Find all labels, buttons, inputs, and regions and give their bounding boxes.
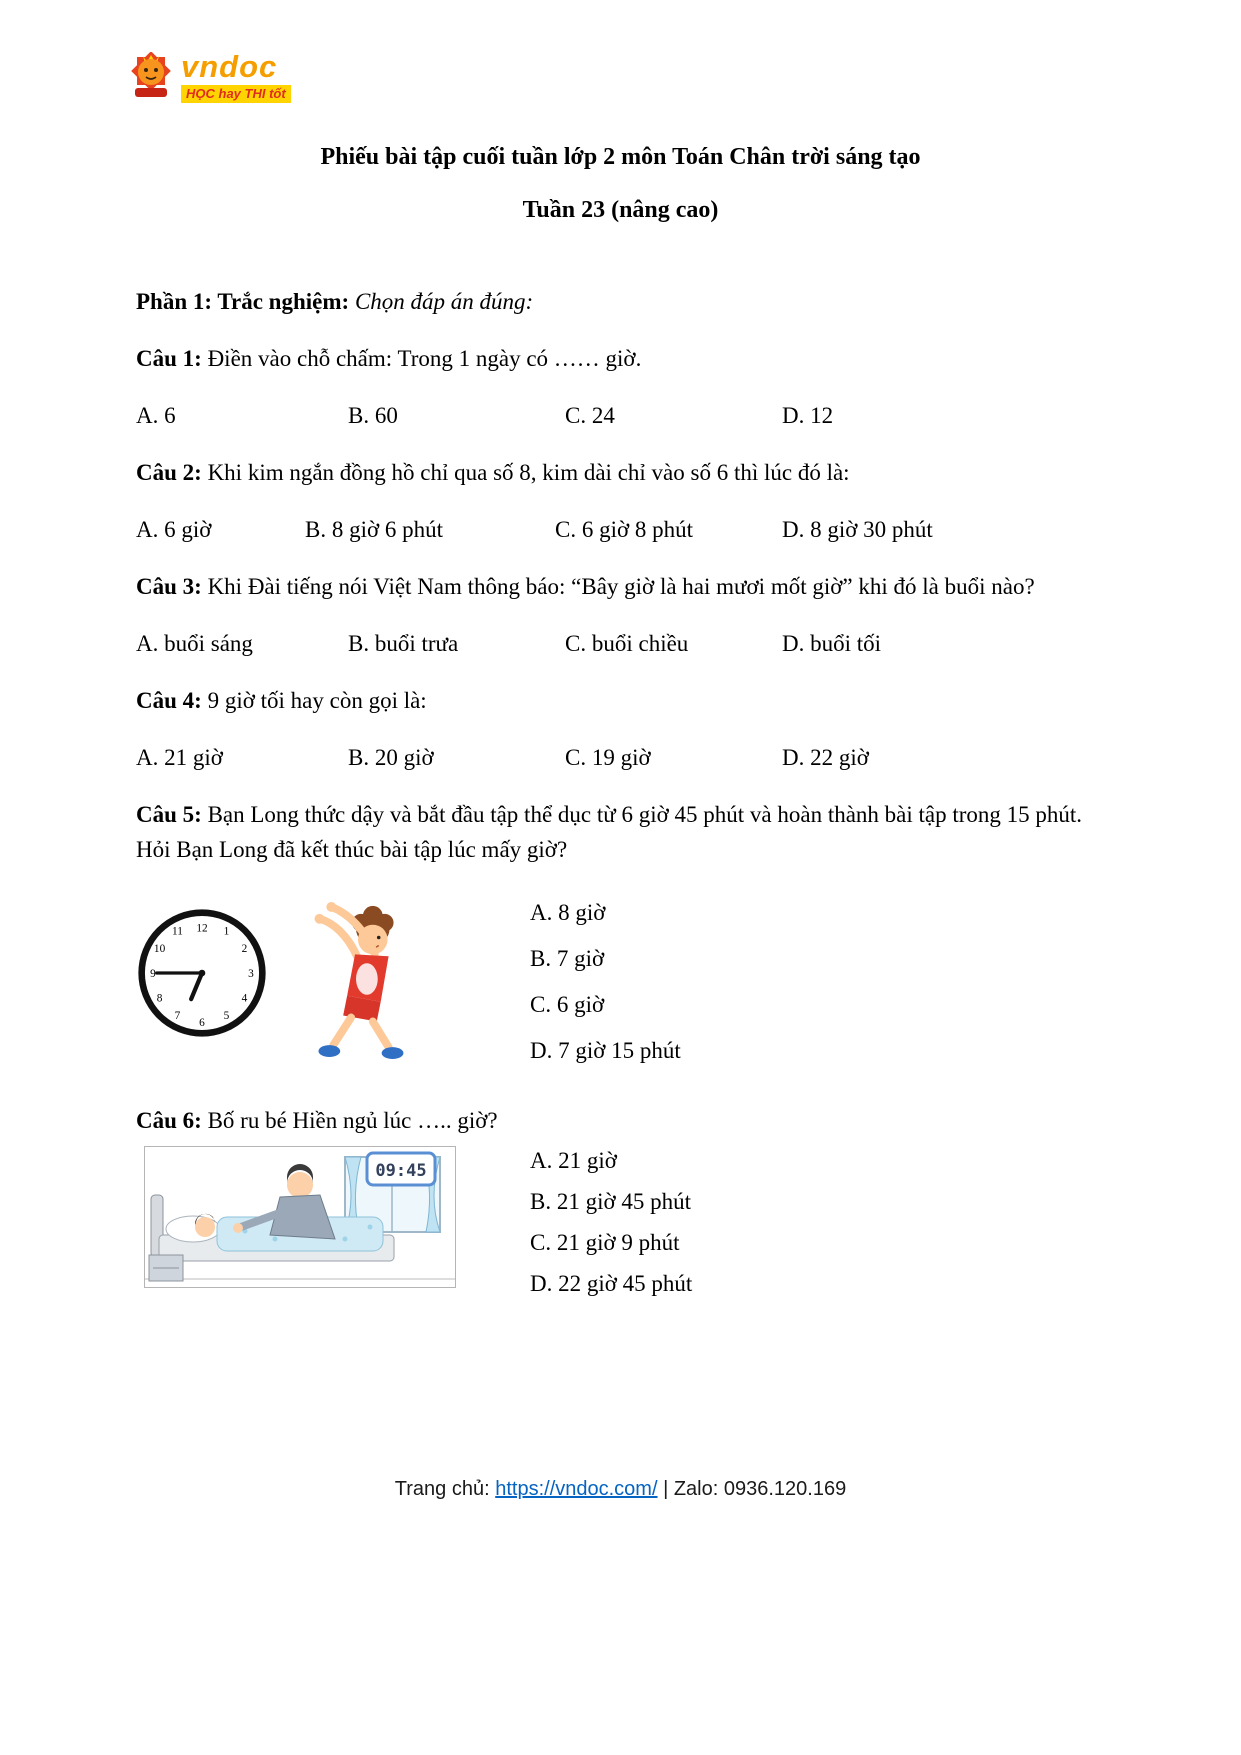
question-3-label: Câu 3: (136, 574, 202, 599)
option-c: C. 19 giờ (565, 745, 651, 770)
question-5-options (530, 895, 681, 1079)
question-1-label: Câu 1: (136, 346, 202, 371)
question-5-figure-row (136, 895, 1109, 1079)
section1-instruction: Chọn đáp án đúng: (354, 289, 534, 314)
svg-text:1: 1 (223, 925, 230, 938)
question-2-options (136, 512, 1109, 547)
question-2-text: Khi kim ngắn đồng hồ chỉ qua số 8, kim dài chỉ vào số 6 thì lúc đó là: (207, 460, 850, 485)
question-3-text: Khi Đài tiếng nói Việt Nam thông báo: “Bây giờ là hai mươi mốt giờ” khi đó là buổi nào? (207, 574, 1035, 599)
svg-text:5: 5 (223, 1010, 230, 1023)
logo-tagline: HỌC hay THI tốt (181, 85, 291, 103)
option-b: B. 21 giờ 45 phút (530, 1189, 692, 1214)
svg-text:7: 7 (174, 1010, 181, 1023)
svg-text:3: 3 (248, 967, 254, 980)
question-3 (136, 569, 1109, 604)
option-d: D. 22 giờ 45 phút (530, 1271, 693, 1296)
svg-text:10: 10 (153, 943, 166, 956)
option-d: D. buổi tối (782, 631, 882, 656)
title-block (0, 0, 1241, 228)
page-title: Phiếu bài tập cuối tuần lớp 2 môn Toán Chân trời sáng tạo (320, 144, 921, 170)
worksheet-content (136, 284, 1109, 1307)
question-6-left (136, 1103, 530, 1288)
option-a: A. 6 (136, 403, 176, 428)
svg-text:6: 6 (199, 1016, 205, 1029)
option-a: A. 8 giờ (530, 900, 606, 925)
option-b: B. buổi trưa (348, 631, 459, 656)
page-footer (0, 1478, 1241, 1501)
vndoc-logo (128, 49, 291, 103)
svg-text:11: 11 (172, 925, 183, 938)
question-6-options (530, 1103, 692, 1307)
question-5-figures (136, 895, 530, 1073)
home-link[interactable]: https://vndoc.com/ (495, 1478, 658, 1500)
logo-brand: vndoc (181, 49, 278, 84)
question-5-label: Câu 5: (136, 802, 202, 827)
question-6-text: Bố ru bé Hiền ngủ lúc ….. giờ? (207, 1108, 498, 1133)
svg-text:2: 2 (241, 943, 248, 956)
question-4 (136, 683, 1109, 718)
section1-heading-line (136, 284, 1109, 319)
footer-suffix: | Zalo: 0936.120.169 (663, 1478, 847, 1500)
logo-text (181, 49, 291, 103)
page-subtitle: Tuần 23 (nâng cao) (522, 197, 719, 223)
option-c: C. 6 giờ 8 phút (555, 517, 694, 542)
option-a: A. 21 giờ (530, 1148, 617, 1173)
question-3-options (136, 626, 1109, 661)
option-a: A. 21 giờ (136, 745, 223, 770)
svg-text:8: 8 (156, 992, 163, 1005)
svg-text:9: 9 (150, 967, 156, 980)
option-c: C. 24 (565, 403, 615, 428)
section1-heading: Phần 1: Trắc nghiệm: (136, 289, 350, 314)
analog-clock-645-illustration (136, 907, 268, 1049)
option-c: C. buổi chiều (565, 631, 689, 656)
question-2-label: Câu 2: (136, 460, 202, 485)
question-1-text: Điền vào chỗ chấm: Trong 1 ngày có …… giờ. (207, 346, 642, 371)
option-c: C. 21 giờ 9 phút (530, 1230, 680, 1255)
question-4-label: Câu 4: (136, 688, 202, 713)
option-b: B. 20 giờ (348, 745, 434, 770)
option-d: D. 22 giờ (782, 745, 869, 770)
svg-text:4: 4 (241, 992, 248, 1005)
question-6-row (136, 1103, 1109, 1307)
option-b: B. 7 giờ (530, 946, 605, 971)
footer-prefix: Trang chủ: (394, 1478, 490, 1500)
bedtime-scene-illustration (144, 1146, 456, 1288)
option-c: C. 6 giờ (530, 992, 605, 1017)
option-b: B. 8 giờ 6 phút (305, 517, 444, 542)
question-5 (136, 797, 1109, 867)
option-d: D. 8 giờ 30 phút (782, 517, 933, 542)
question-4-options (136, 740, 1109, 775)
question-6 (136, 1103, 530, 1138)
digital-clock-display: 09:45 (375, 1161, 427, 1181)
question-4-text: 9 giờ tối hay còn gọi là: (207, 688, 427, 713)
question-1 (136, 341, 1109, 376)
question-1-options (136, 398, 1109, 433)
option-d: D. 7 giờ 15 phút (530, 1038, 681, 1063)
question-5-text: Bạn Long thức dậy và bắt đầu tập thể dục từ 6 giờ 45 phút và hoàn thành bài tập trong 15 phút. Hỏi Bạn Long đã kết thúc bài tập lúc mấy giờ? (136, 802, 1083, 862)
question-2 (136, 455, 1109, 490)
exercising-boy-illustration (278, 895, 436, 1073)
option-a: A. 6 giờ (136, 517, 212, 542)
option-a: A. buổi sáng (136, 631, 253, 656)
option-d: D. 12 (782, 403, 834, 428)
question-6-label: Câu 6: (136, 1108, 202, 1133)
svg-text:12: 12 (196, 922, 208, 935)
vndoc-mascot-icon (128, 52, 174, 100)
option-b: B. 60 (348, 403, 398, 428)
